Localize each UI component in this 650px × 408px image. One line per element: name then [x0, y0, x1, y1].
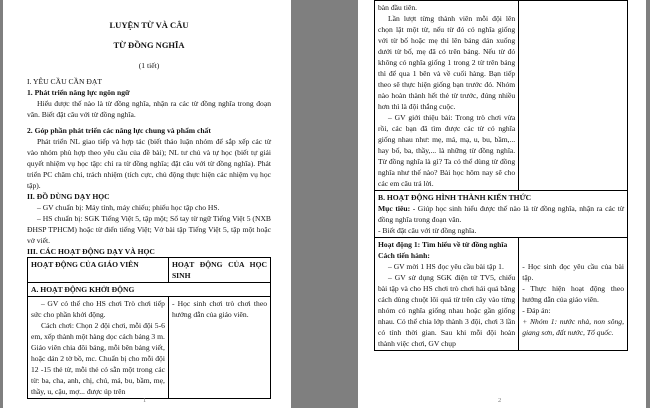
hs-b-4: + Nhóm 1: nước nhà, non sông, giang sơn, đất nước, Tổ quốc. [522, 317, 624, 337]
section-1-1-heading: 1. Phát triển năng lực ngôn ngữ [27, 87, 130, 97]
gv-a-cont-3: – GV giới thiệu bài: Trong trò chơi vừa rồi, các bạn đã tìm được các từ có nghĩa giống nhau như: mẹ, má, mạ, u, bu, bầm,... hay bố, ba, thầy,... là những từ đồng nghĩa. Từ đồng nghĩa là gì? Ta có thể dùng từ đồng nghĩa như thế nào? Bài học hôm nay sẽ cho các em câu trả lời. [378, 113, 516, 188]
section-1-2-text: Phát triển NL giao tiếp và hợp tác (biết thảo luận nhóm để sắp xếp các từ vào nhóm phù hợp theo yêu cầu của đề bài); NL tư chủ và tự học (biết tự giải quyết nhiệm vụ học tập: chỉ ra từ đồng nghĩa; đặt câu với từ đồng nghĩa). Phát triển PC chăm chỉ, trách nhiệm (tích cực, chủ động thực hiện các nhiệm vụ học tập). [27, 136, 271, 190]
cell-gv-a [28, 296, 169, 398]
muc-tieu-text-2: - Biết đặt câu với từ đồng nghĩa. [378, 226, 477, 235]
row-b-cell [375, 191, 628, 238]
page-1 [3, 0, 291, 408]
gv-a-cont-2: Lần lượt từng thành viên mỗi đội lên chọn lật một từ, nếu từ đó có nghĩa giống với từ bố hoặc mẹ thì lên bảng dán xuống dưới từ bố, mẹ đã có trên bảng. Nếu từ đó không có nghĩa giống 1 trong 2 từ trên bảng thì để qua 1 bên và về cuối hàng. Bạn tiếp theo sẽ thực hiện giống bạn trước đó. Nhóm nào hoàn thành hết thẻ từ trước, đúng nhiều hơn thì là đội thắng cuộc. [378, 14, 516, 111]
cach-tien-hanh: Cách tiến hành: [378, 251, 430, 260]
hs-b-1: - Học sinh đọc yêu cầu của bài tập. [522, 262, 624, 282]
section-2-hs: – HS chuẩn bị: SGK Tiếng Việt 5, tập một; Sổ tay từ ngữ Tiếng Việt 5 (NXB ĐHSP TPHCM) hoặc từ điển tiếng Việt; Vở bài tập Tiếng Việt 5, tập một hoặc vở viết. [27, 213, 271, 245]
activity-table-2 [374, 0, 628, 351]
cell-hs-a-cont [519, 1, 628, 191]
activity-table-1 [27, 257, 271, 399]
section-1-heading: I. YÊU CẦU CẦN ĐẠT [27, 76, 103, 86]
section-2-gv: – GV chuẩn bị: Máy tính, máy chiếu; phiếu học tập cho HS. [37, 202, 220, 212]
page-number: 1 [143, 397, 147, 404]
cell-hs-b [519, 238, 628, 351]
col-header-gv: HOẠT ĐỘNG CỦA GIÁO VIÊN [28, 257, 169, 282]
page-2 [358, 0, 646, 408]
section-1-2-heading: 2. Góp phần phát triển các năng lực chung và phẩm chất [27, 125, 211, 135]
gv-a-cont-1: bàn đầu tiên. [378, 3, 418, 12]
col-header-hs: HOẠT ĐỘNG CỦA HỌC SINH [168, 257, 270, 282]
page-number: 2 [498, 397, 502, 404]
cell-gv-a-cont [375, 1, 519, 191]
lesson-title: LUYỆN TỪ VÀ CÂU [109, 19, 189, 30]
muc-tieu-label: Mục tiêu: [378, 204, 411, 213]
row-b-heading: B. HOẠT ĐỘNG HÌNH THÀNH KIẾN THỨC [378, 193, 532, 202]
hs-b-2: - Thực hiện hoạt động theo hướng dẫn của giáo viên. [522, 284, 624, 304]
hs-a-text: - Học sinh chơi trò chơi theo hướng dẫn của giáo viên. [171, 298, 267, 319]
muc-tieu-text: - Giúp học sinh hiểu được thế nào là từ đồng nghĩa, nhận ra các từ đồng nghĩa trong đoạn văn. [378, 204, 624, 224]
lesson-subtitle: TỪ ĐỒNG NGHĨA [113, 40, 185, 50]
cell-hs-a [168, 296, 270, 398]
cell-gv-b [375, 238, 519, 351]
section-2-heading: II. ĐỒ DÙNG DẠY HỌC [27, 191, 110, 201]
section-3-heading: III. CÁC HOẠT ĐỘNG DẠY VÀ HỌC [27, 246, 155, 256]
row-a-heading: A. HOẠT ĐỘNG KHỞI ĐỘNG [28, 282, 271, 296]
section-1-1-text: Hiểu được thế nào là từ đồng nghĩa, nhận ra các từ đồng nghĩa trong đoạn văn. Biết đặt câu với từ đồng nghĩa. [27, 98, 271, 119]
hoat-dong-1-heading: Hoạt động 1: Tìm hiểu về từ đồng nghĩa [378, 240, 508, 249]
gv-a-intro: – GV có thể cho HS chơi Trò chơi tiếp sức cho phần khởi động. [31, 298, 165, 319]
gv-b-step-2: – GV sử dụng SGK điện tử TV5, chiếu bài tập và cho HS chơi trò chơi hái quả bằng cách dùng chuột lôi quả từ trên cây vào từng nhóm có nghĩa giống nhau hoặc gần giống nhau. Có thể chia lớp thành 3 đội, chơi 3 lần có tính thời gian. Sau khi mỗi đội hoàn thành việc chơi, GV chụp [378, 273, 516, 348]
lesson-duration: (1 tiết) [138, 60, 160, 70]
gv-b-step-1: – GV mời 1 HS đọc yêu cầu bài tập 1. [388, 262, 504, 271]
hs-b-3: - Đáp án: [522, 306, 551, 315]
gv-a-rules: Cách chơi: Chọn 2 đội chơi, mỗi đội 5-6 em, xếp thành một hàng dọc cách bảng 3 m. Giáo viên chia đôi bảng, mỗi bên bảng viết, hoặc dán 2 tờ bồ, mc. Chuẩn bị cho mỗi đội 12 -15 thẻ từ, mỗi thẻ có sẵn một trong các từ: ba, cha, anh, chị, chú, má, bu, bầm, mẹ, thầy, u, cậu, mợ... được úp trên [31, 320, 165, 396]
